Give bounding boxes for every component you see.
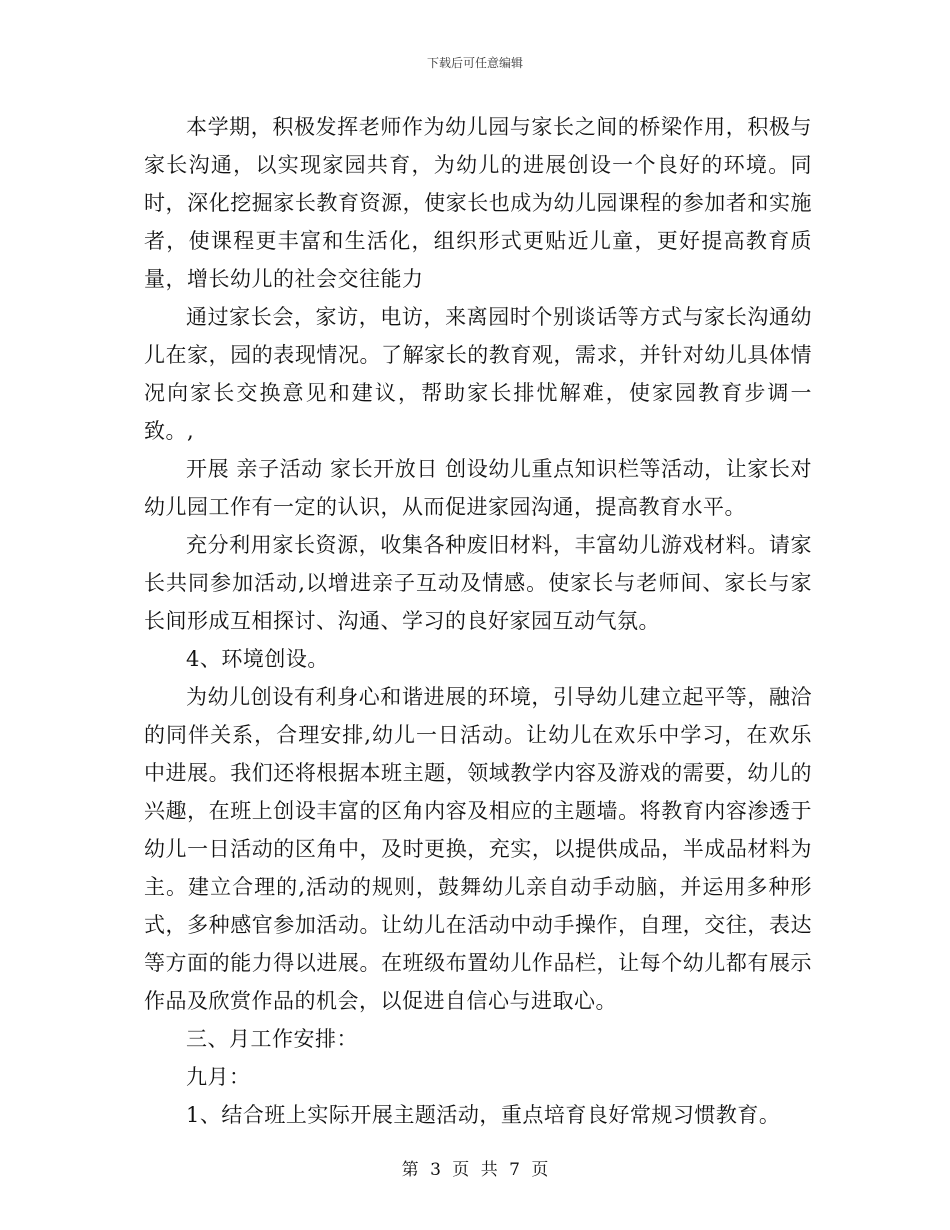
- section-heading-environment: 4、环境创设。: [186, 647, 329, 671]
- page-number-footer: 第 3 页 共 7 页: [401, 1160, 549, 1180]
- month-heading-september: 九月：: [186, 1065, 251, 1089]
- section-heading-monthly-plan: 三、月工作安排：: [186, 1027, 358, 1051]
- paragraph-parent-communication: 通过家长会，家访，电访，来离园时个别谈话等方式与家长沟通幼儿在家，园的表现情况。了解家长的教育观，需求，并针对幼儿具体情况向家长交换意见和建议，帮助家长排忧解难，使家园教育步调一致。,: [144, 305, 812, 443]
- list-item-september-1: 1、结合班上实际开展主题活动，重点培育良好常规习惯教育。: [186, 1103, 781, 1127]
- document-body: [144, 108, 812, 1134]
- paragraph-environment-creation: 为幼儿创设有利身心和谐进展的环境，引导幼儿建立起平等，融洽的同伴关系，合理安排,幼儿一日活动。让幼儿在欢乐中学习，在欢乐中进展。我们还将根据本班主题，领域教学内容及游戏的需要，幼儿的兴趣，在班上创设丰富的区角内容及相应的主题墙。将教育内容渗透于幼儿一日活动的区角中，及时更换，充实，以提供成品，半成品材料为主。建立合理的,活动的规则，鼓舞幼儿亲自动手动脑，并运用多种形式，多种感官参加活动。让幼儿在活动中动手操作，自理，交往，表达等方面的能力得以进展。在班级布置幼儿作品栏，让每个幼儿都有展示作品及欣赏作品的机会，以促进自信心与进取心。: [144, 685, 812, 1013]
- paragraph-parent-resources: 充分利用家长资源，收集各种废旧材料，丰富幼儿游戏材料。请家长共同参加活动,以增进亲子互动及情感。使家长与老师间、家长与家长间形成互相探讨、沟通、学习的良好家园互动气氛。: [144, 533, 812, 633]
- paragraph-home-school-bridge: 本学期，积极发挥老师作为幼儿园与家长之间的桥梁作用，积极与家长沟通，以实现家园共育，为幼儿的进展创设一个良好的环境。同时，深化挖掘家长教育资源，使家长也成为幼儿园课程的参加者和实施者，使课程更丰富和生活化，组织形式更贴近儿童，更好提高教育质量，增长幼儿的社会交往能力: [144, 115, 812, 291]
- paragraph-parent-activities: 开展 亲子活动 家长开放日 创设幼儿重点知识栏等活动，让家长对幼儿园工作有一定的认识，从而促进家园沟通，提高教育水平。: [144, 457, 812, 519]
- page-header: 下载后可任意编辑: [426, 56, 523, 70]
